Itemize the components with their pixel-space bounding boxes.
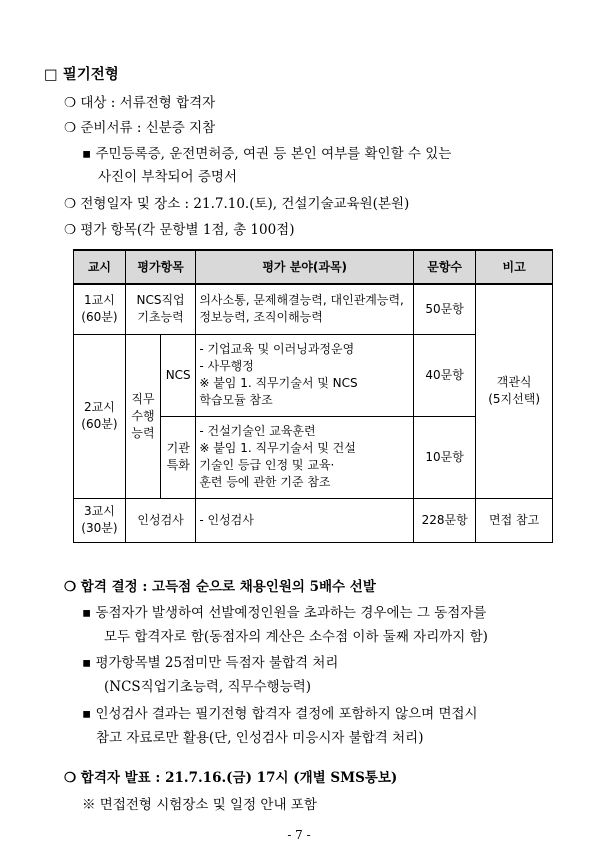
row1-item: NCS직업 기초능력	[125, 284, 196, 334]
decision-detail-1b: 모두 합격자로 함(동점자의 계산은 소수점 이하 둘째 자리까지 함)	[104, 629, 488, 645]
row2-sub2: 기관 특화	[161, 416, 196, 498]
row2-field1: - 기업교육 및 이러닝과정운영 - 사무행정 ※ 붙임 1. 직무기술서 및 NCS 학습모듈 참조	[196, 334, 414, 416]
row2-count1: 40문항	[414, 334, 476, 416]
row2-field2: - 건설기술인 교육훈련 ※ 붙임 1. 직무기술서 및 건설 기술인 등급 인정 및 교육· 훈련 등에 관한 기준 참조	[196, 416, 414, 498]
header-period: 교시	[74, 250, 126, 284]
eval-items-line: ❍ 평가 항목(각 문항별 1점, 총 100점)	[64, 222, 295, 238]
table-row	[74, 284, 553, 334]
remark-merged: 객관식 (5지선택)	[476, 284, 553, 498]
schedule-line: ❍ 전형일자 및 장소 : 21.7.10.(토), 건설기술교육원(본원)	[64, 196, 410, 212]
table-row	[74, 498, 553, 542]
decision-detail-2b: (NCS직업기초능력, 직무수행능력)	[104, 679, 311, 695]
row2-period: 2교시 (60분)	[74, 334, 126, 498]
documents-detail-1: ▪ 주민등록증, 운전면허증, 여권 등 본인 여부를 확인할 수 있는	[82, 146, 452, 162]
row1-field: 의사소통, 문제해결능력, 대인관계능력, 정보능력, 조직이해능력	[196, 284, 414, 334]
row3-item: 인성검사	[125, 498, 196, 542]
target-line: ❍ 대상 : 서류전형 합격자	[64, 95, 216, 111]
section-title: □ 필기전형	[44, 66, 119, 83]
row3-count: 228문항	[414, 498, 476, 542]
row2-item: 직무 수행 능력	[125, 334, 160, 498]
announce-note: ※ 면접전형 시험장소 및 일정 안내 포함	[82, 797, 317, 813]
decision-detail-3a: ▪ 인성검사 결과는 필기전형 합격자 결정에 포함하지 않으며 면접시	[82, 706, 478, 722]
documents-detail-2: 사진이 부착되어 증명서	[98, 169, 237, 185]
decision-detail-1a: ▪ 동점자가 발생하여 선발예정인원을 초과하는 경우에는 그 동점자를	[82, 605, 487, 621]
announce-title: ❍ 합격자 발표 : 21.7.16.(금) 17시 (개별 SMS통보)	[64, 770, 398, 786]
row3-remark: 면접 참고	[476, 498, 553, 542]
decision-detail-3b: 참고 자료로만 활용(단, 인성검사 미응시자 불합격 처리)	[96, 730, 424, 746]
row1-count: 50문항	[414, 284, 476, 334]
header-item: 평가항목	[125, 250, 196, 284]
header-remark: 비고	[476, 250, 553, 284]
table-header-row	[74, 250, 553, 284]
row3-field: - 인성검사	[196, 498, 414, 542]
header-field: 평가 분야(과목)	[196, 250, 414, 284]
row1-period: 1교시 (60분)	[74, 284, 126, 334]
evaluation-table	[73, 249, 553, 543]
header-count: 문항수	[414, 250, 476, 284]
row3-period: 3교시 (30분)	[74, 498, 126, 542]
decision-detail-2a: ▪ 평가항목별 25점미만 득점자 불합격 처리	[82, 655, 339, 671]
row2-sub1: NCS	[161, 334, 196, 416]
row2-count2: 10문항	[414, 416, 476, 498]
page-number: - 7 -	[287, 828, 311, 842]
decision-title: ❍ 합격 결정 : 고득점 순으로 채용인원의 5배수 선발	[64, 579, 376, 595]
documents-line: ❍ 준비서류 : 신분증 지참	[64, 120, 216, 136]
